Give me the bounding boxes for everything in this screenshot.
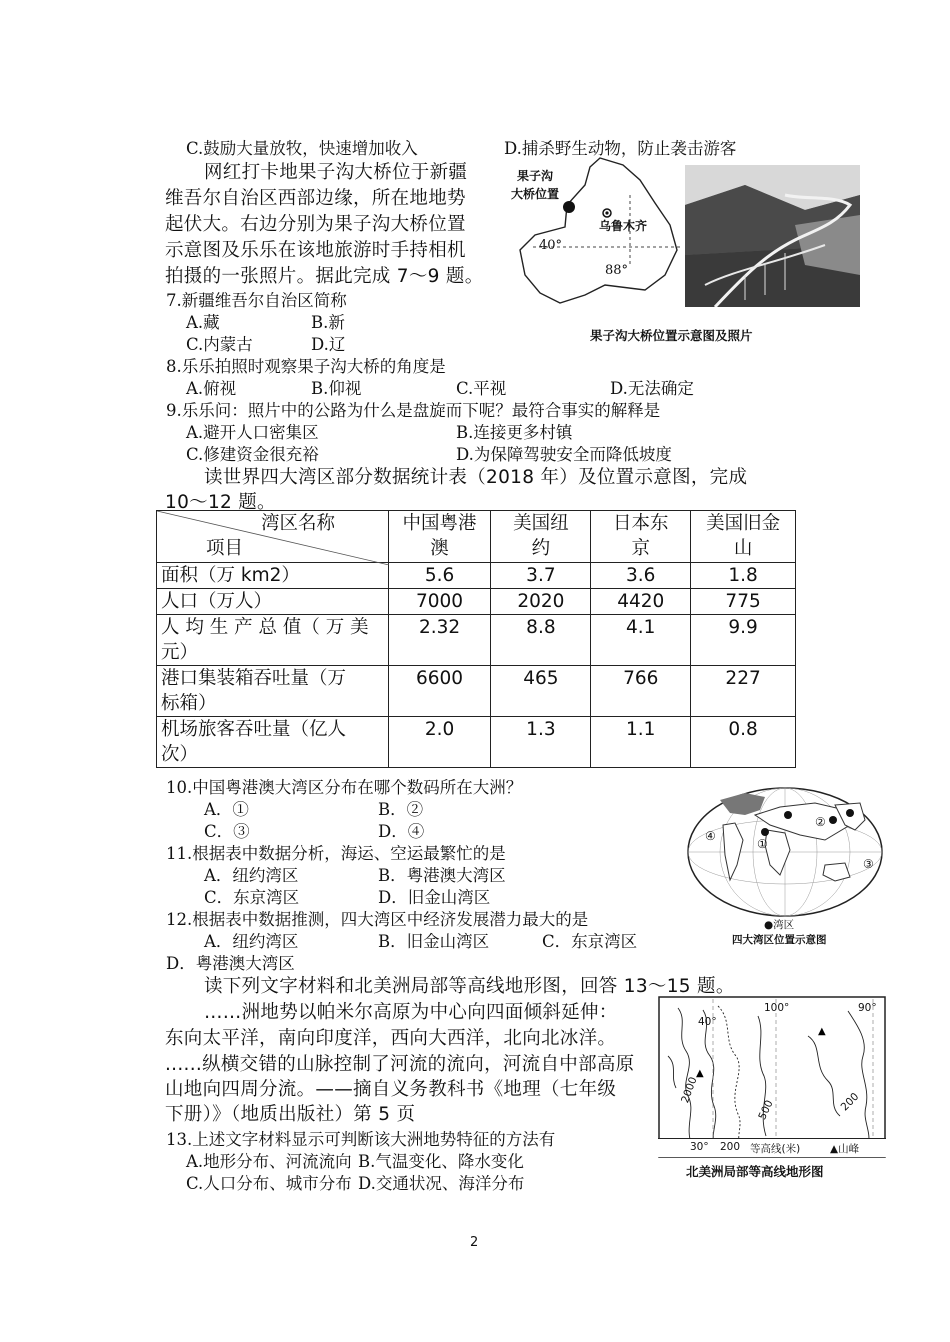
legend-contour-text: 等高线(米) (750, 1143, 801, 1155)
table-cell: 2.0 (388, 717, 491, 768)
bridge-photo (685, 165, 860, 307)
north-america-contour-map (658, 996, 886, 1158)
intro1-line-1: 网红打卡地果子沟大桥位于新疆 (204, 162, 468, 183)
q7-option-c: C.内蒙古 (186, 335, 253, 354)
latitude-40-label: 40° (539, 238, 563, 253)
q12-option-a: A．纽约湾区 (204, 932, 299, 951)
q10-option-b: B．② (378, 800, 424, 819)
q8-option-a: A.俯视 (186, 379, 237, 398)
column-header: 中国粤港 澳 (388, 511, 491, 563)
bay-dot-guangdong (761, 828, 769, 836)
table-cell: 3.7 (491, 563, 591, 589)
table-row (157, 563, 796, 589)
table-cell: 775 (691, 589, 796, 615)
lon-90-label: 90° (858, 1002, 877, 1014)
figure3-caption: 北美洲局部等高线地形图 (686, 1164, 824, 1179)
q11-option-a: A．纽约湾区 (204, 866, 299, 885)
contour-legend (658, 1138, 886, 1157)
q10-option-c: C．③ (204, 822, 250, 841)
table-cell: 0.8 (691, 717, 796, 768)
xinjiang-map (505, 155, 680, 310)
row-label: 港口集装箱吞吐量（万 标箱） (157, 666, 389, 717)
q11-stem: 11.根据表中数据分析，海运、空运最繁忙的是 (166, 844, 506, 863)
table-row (157, 589, 796, 615)
urumqi-label: 乌鲁木齐 (599, 219, 648, 233)
svg-text:▲: ▲ (818, 1026, 826, 1037)
lat-30-label: 30° (690, 1141, 709, 1153)
table-cell: 5.6 (388, 563, 491, 589)
continent-2-label: ② (815, 815, 826, 829)
passage-line-3: ......纵横交错的山脉控制了河流的流向，河流自中部高原 (165, 1054, 635, 1075)
q13-option-c: C.人口分布、城市分布 (186, 1174, 352, 1193)
q7-option-a: A.藏 (186, 313, 220, 332)
figure2-caption: 四大湾区位置示意图 (732, 934, 827, 946)
table-cell: 2.32 (388, 615, 491, 666)
row-label: 人 均 生 产 总 值（ 万 美 元） (157, 615, 389, 666)
contour-200-label: 200 (838, 1090, 862, 1114)
q8-option-d: D.无法确定 (610, 379, 694, 398)
bridge-label-line-1: 果子沟 (517, 169, 554, 183)
legend-peak-text: ▲山峰 (830, 1143, 860, 1155)
bay-dot-newyork (846, 809, 854, 817)
q13-option-b: B.气温变化、降水变化 (358, 1152, 524, 1171)
q13-option-a: A.地形分布、河流流向 (186, 1152, 352, 1171)
intro1-line-5: 拍摄的一张照片。据此完成 7～9 题。 (165, 266, 484, 287)
q13-stem: 13.上述文字材料显示可判断该大洲地势特征的方法有 (166, 1130, 556, 1149)
svg-text:▲: ▲ (696, 1068, 704, 1079)
corner-bay-name-label: 湾区名称 (261, 513, 336, 534)
q9-option-a: A.避开人口密集区 (186, 423, 319, 442)
figure1-caption: 果子沟大桥位置示意图及照片 (590, 328, 753, 343)
q9-stem: 9.乐乐问：照片中的公路为什么是盘旋而下呢？最符合事实的解释是 (166, 401, 661, 420)
q11-option-d: D．旧金山湾区 (378, 888, 491, 907)
contour-500-label: 500 (756, 1098, 776, 1122)
passage-line-2: 东向太平洋，南向印度洋，西向大西洋，北向北冰洋。 (165, 1028, 617, 1049)
table-cell: 766 (591, 666, 691, 717)
q8-option-b: B.仰视 (311, 379, 362, 398)
table-cell: 7000 (388, 589, 491, 615)
table-cell: 8.8 (491, 615, 591, 666)
column-header: 日本东 京 (591, 511, 691, 563)
q9-option-d: D.为保障驾驶安全而降低坡度 (456, 445, 672, 464)
longitude-88-label: 88° (605, 263, 629, 278)
q12-option-d: D．粤港澳大湾区 (166, 954, 295, 973)
table-cell: 4.1 (591, 615, 691, 666)
q8-stem: 8.乐乐拍照时观察果子沟大桥的角度是 (166, 357, 446, 376)
q7-option-b: B.新 (311, 313, 345, 332)
lon-100-label: 100° (764, 1002, 790, 1014)
intro2-line-2: 10～12 题。 (165, 492, 276, 513)
bay-dot-sanfrancisco (829, 816, 837, 824)
column-header: 美国旧金 山 (691, 511, 796, 563)
contour-2000-label: 2000 (679, 1075, 700, 1105)
q7-stem: 7.新疆维吾尔自治区简称 (166, 291, 347, 310)
q13-option-d: D.交通状况、海洋分布 (358, 1174, 525, 1193)
table-cell: 465 (491, 666, 591, 717)
table-cell: 9.9 (691, 615, 796, 666)
table-cell: 1.8 (691, 563, 796, 589)
row-label: 人口（万人） (157, 589, 389, 615)
intro1-line-4: 示意图及乐乐在该地旅游时手持相机 (165, 240, 466, 261)
bay-legend: ●湾区 (764, 919, 795, 931)
world-bay-map (685, 785, 885, 920)
intro3: 读下列文字材料和北美洲局部等高线地形图，回答 13～15 题。 (204, 976, 735, 997)
bay-area-stats-table (156, 510, 796, 768)
table-row (157, 666, 796, 717)
table-cell: 1.3 (491, 717, 591, 768)
q11-option-c: C．东京湾区 (204, 888, 300, 907)
q9-option-c: C.修建资金很充裕 (186, 445, 319, 464)
table-cell: 227 (691, 666, 796, 717)
passage-line-5: 下册）》（地质出版社）第 5 页 (165, 1104, 416, 1125)
table-cell: 2020 (491, 589, 591, 615)
table-row (157, 717, 796, 768)
column-header: 美国纽 约 (491, 511, 591, 563)
continent-1-label: ① (757, 837, 768, 851)
continent-3-label: ③ (863, 857, 874, 871)
passage-line-1: ……洲地势以帕米尔高原为中心向四面倾斜延伸： (204, 1002, 618, 1023)
q7-option-d: D.辽 (311, 335, 346, 354)
q8-option-c: C.平视 (456, 379, 507, 398)
intro1-line-3: 起伏大。右边分别为果子沟大桥位置 (165, 214, 466, 235)
row-label: 面积（万 km2） (157, 563, 389, 589)
q12-stem: 12.根据表中数据推测，四大湾区中经济发展潜力最大的是 (166, 910, 589, 929)
lat-40-label: 40° (698, 1016, 717, 1028)
q12-option-c: C．东京湾区 (542, 932, 638, 951)
bridge-location-dot (563, 201, 575, 213)
page-number: 2 (470, 1235, 479, 1250)
passage-line-4: 山地向四周分流。——摘自义务教科书《地理（七年级 (165, 1079, 617, 1100)
table-cell: 1.1 (591, 717, 691, 768)
intro2-line-1: 读世界四大湾区部分数据统计表（2018 年）及位置示意图，完成 (204, 467, 748, 488)
corner-item-label: 项目 (206, 538, 244, 559)
table-cell: 3.6 (591, 563, 691, 589)
bay-dot-tokyo (784, 811, 792, 819)
q12-option-b: B．旧金山湾区 (378, 932, 490, 951)
table-cell: 6600 (388, 666, 491, 717)
q10-option-d: D．④ (378, 822, 425, 841)
table-cell: 4420 (591, 589, 691, 615)
q6-option-d: D.捕杀野生动物，防止袭击游客 (504, 139, 737, 158)
q6-option-c: C.鼓励大量放牧，快速增加收入 (186, 139, 418, 158)
continent-4-label: ④ (705, 829, 716, 843)
row-label: 机场旅客吞吐量（亿人 次） (157, 717, 389, 768)
table-corner-cell (157, 511, 389, 563)
q11-option-b: B．粤港澳大湾区 (378, 866, 506, 885)
q9-option-b: B.连接更多村镇 (456, 423, 573, 442)
legend-contour-sample: 200 (720, 1141, 741, 1153)
intro1-line-2: 维吾尔自治区西部边缘，所在地地势 (165, 188, 466, 209)
q10-stem: 10.中国粤港澳大湾区分布在哪个数码所在大洲？ (166, 778, 523, 797)
table-row (157, 615, 796, 666)
table-header-row (157, 511, 796, 563)
q10-option-a: A．① (204, 800, 249, 819)
bridge-label-line-2: 大桥位置 (511, 187, 560, 201)
